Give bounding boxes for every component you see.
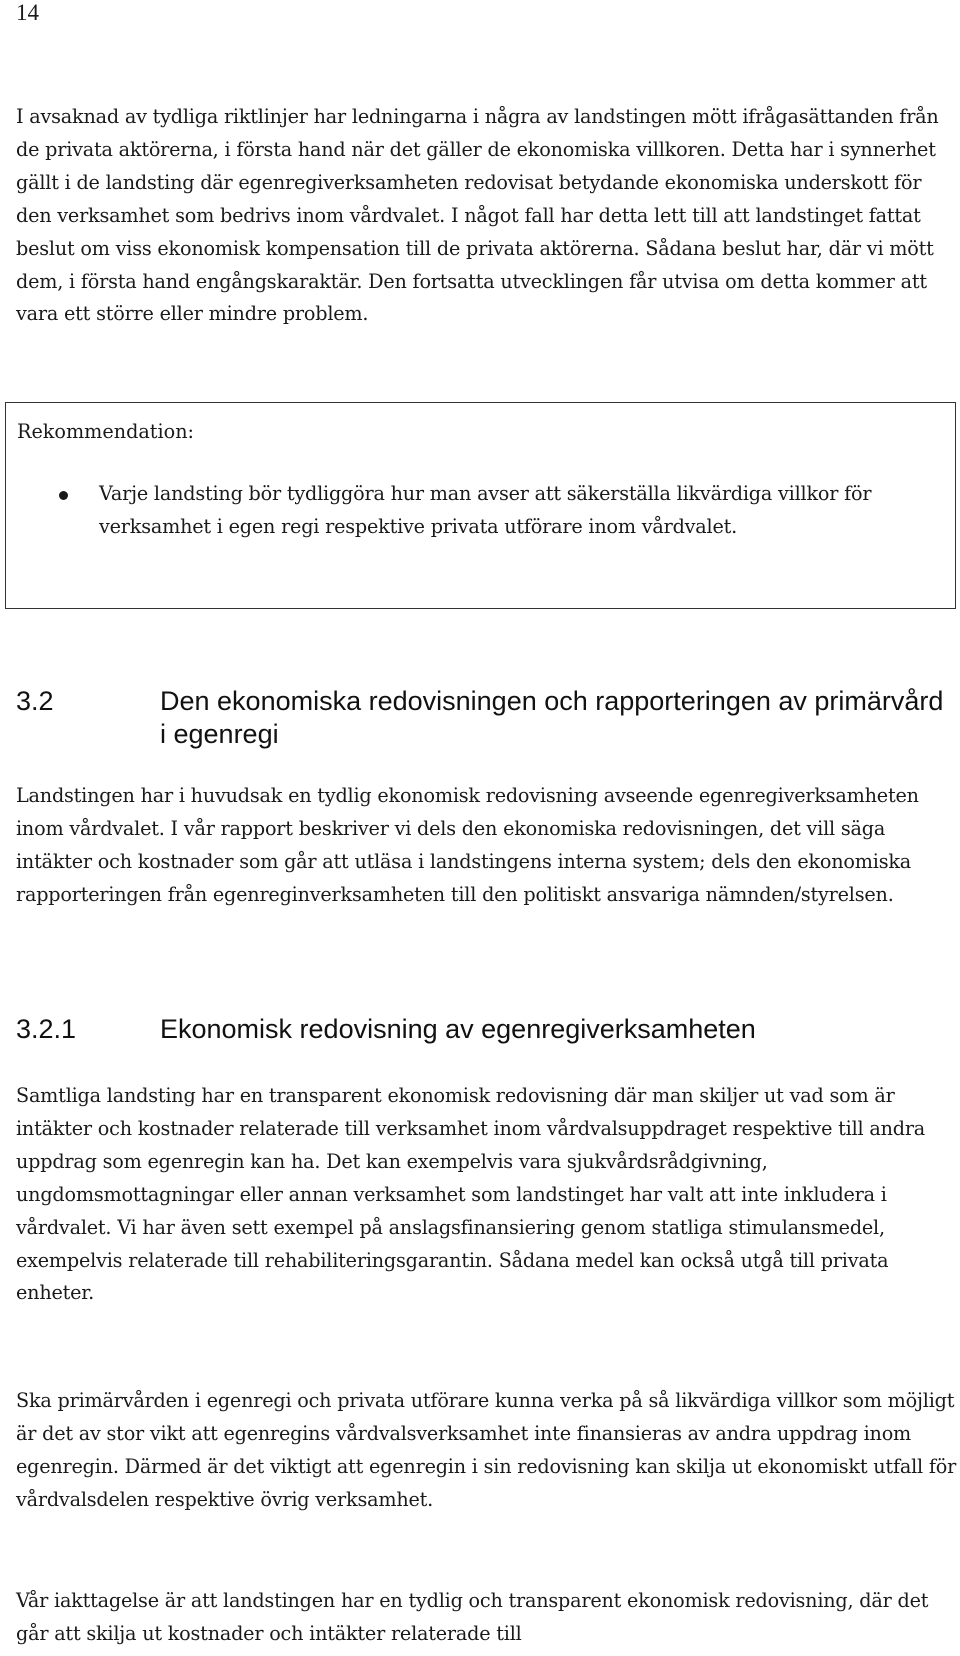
section-title: Den ekonomiska redovisningen och rapporteringen av primärvård i egenregi	[160, 686, 944, 749]
section-title: Ekonomisk redovisning av egenregiverksamheten	[160, 1014, 756, 1044]
section-number: 3.2	[16, 686, 54, 716]
section-3-2-1-heading	[0, 1013, 960, 1049]
section-3-2-heading	[0, 685, 960, 755]
section-3-2-1-paragraph-1: Samtliga landsting har en transparent ekonomisk redovisning där man skiljer ut vad som är intäkter och kostnader relaterade till verksamhet inom vårdvalsuppdraget respektive till andra uppdrag som egenregin kan ha. Det kan exempelvis vara sjukvårdsrådgivning, ungdomsmottagningar eller annan verksamhet som landstinget har valt att inte inkludera i vårdvalet. Vi har även sett exempel på anslagsfinansiering genom statliga stimulansmedel, exempelvis relaterade till rehabiliteringsgarantin. Sådana medel kan också utgå till privata enheter.	[16, 1084, 926, 1305]
intro-paragraph: I avsaknad av tydliga riktlinjer har ledningarna i några av landstingen mött ifrågasättanden från de privata aktörerna, i första hand när det gäller de ekonomiska villkoren. Detta har i synnerhet gällt i de landsting där egenregiverksamheten redovisat betydande ekonomiska underskott för den verksamhet som bedrivs inom vårdvalet. I något fall har detta lett till att landstinget fattat beslut om viss ekonomisk kompensation till de privata aktörerna. Sådana beslut har, där vi mött dem, i första hand engångskaraktär. Den fortsatta utvecklingen får utvisa om detta kommer att vara ett större eller mindre problem.	[16, 105, 939, 326]
recommendation-item: Varje landsting bör tydliggöra hur man avser att säkerställa likvärdiga villkor för verksamhet i egen regi respektive privata utförare inom vårdvalet.	[99, 482, 872, 538]
recommendation-label: Rekommendation:	[17, 420, 195, 443]
bullet-icon	[59, 491, 68, 500]
section-3-2-1-paragraph-2: Ska primärvården i egenregi och privata utförare kunna verka på så likvärdiga villkor som möjligt är det av stor vikt att egenregins vårdvalsverksamhet inte finansieras av andra uppdrag inom egenregin. Därmed är det viktigt att egenregin i sin redovisning kan skilja ut ekonomiskt utfall för vårdvalsdelen respektive övrig verksamhet.	[16, 1389, 957, 1511]
recommendation-box	[5, 402, 956, 609]
page-number: 14	[16, 0, 39, 25]
section-3-2-1-paragraph-3: Vår iakttagelse är att landstingen har en tydlig och transparent ekonomisk redovisning, där det går att skilja ut kostnader och intäkter relaterade till	[16, 1589, 929, 1645]
section-number: 3.2.1	[16, 1014, 77, 1044]
section-3-2-paragraph: Landstingen har i huvudsak en tydlig ekonomisk redovisning avseende egenregiverksamheten inom vårdvalet. I vår rapport beskriver vi dels den ekonomiska redovisningen, det vill säga intäkter och kostnader som går att utläsa i landstingens interna system; dels den ekonomiska rapporteringen från egenreginverksamheten till den politiskt ansvariga nämnden/styrelsen.	[16, 784, 919, 906]
